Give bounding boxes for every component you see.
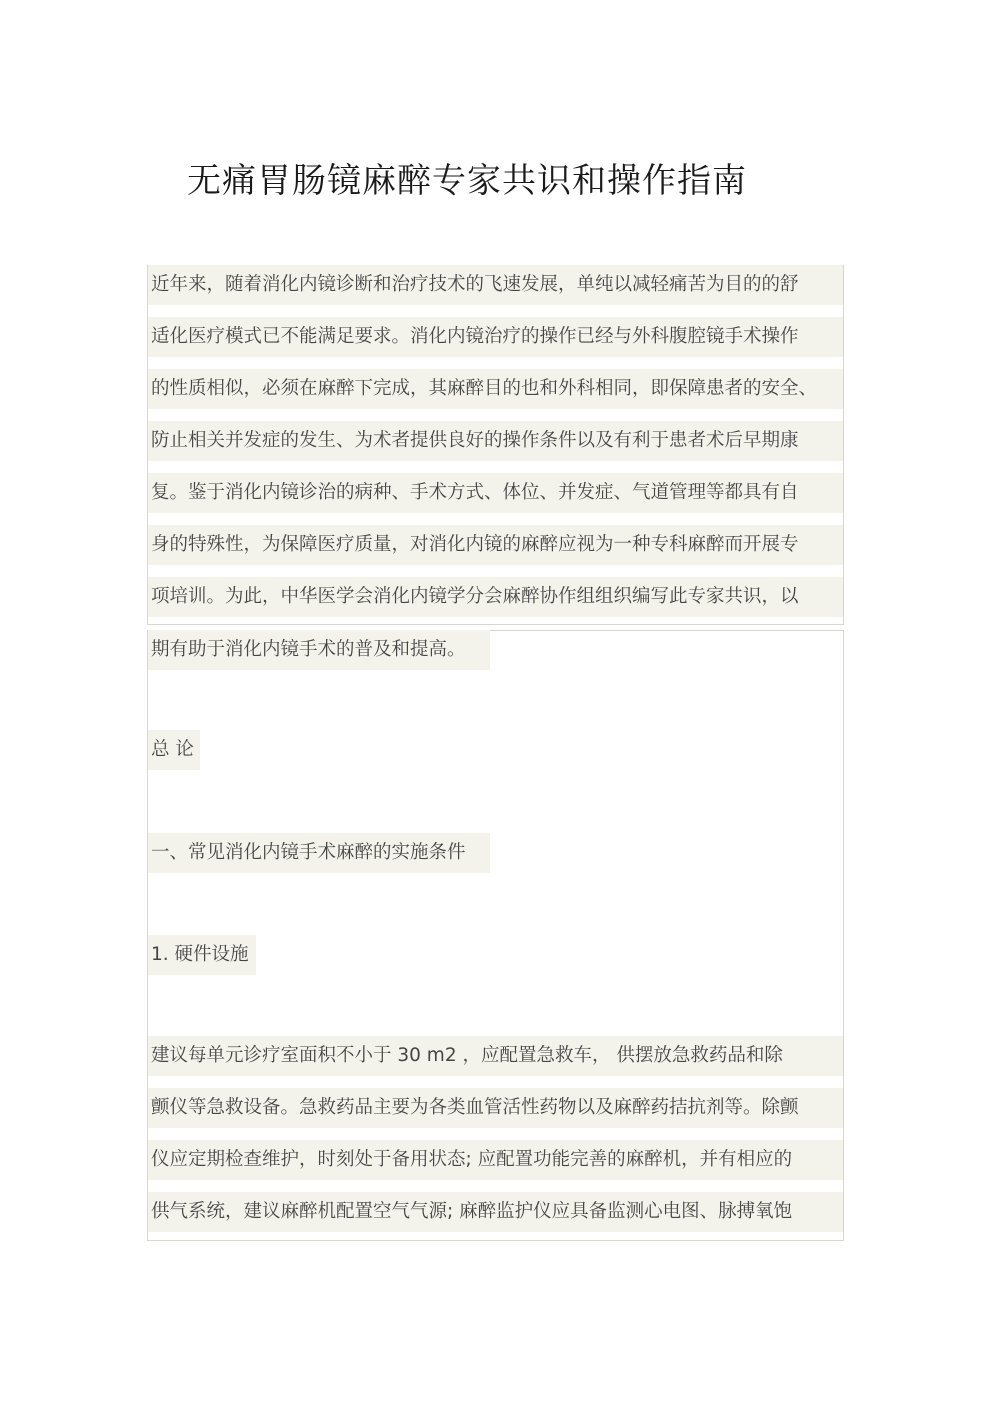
- intro-line-7: 项培训。为此，中华医学会消化内镜学分会麻醉协作组组织编写此专家共识，以: [148, 577, 843, 617]
- section-heading: 总 论: [148, 730, 200, 770]
- intro-line-8: 期有助于消化内镜手术的普及和提高。: [148, 630, 490, 670]
- body-line-1: 建议每单元诊疗室面积不小于 30 m2 ，应配置急救车， 供摆放急救药品和除: [148, 1036, 843, 1076]
- item-heading: 1. 硬件设施: [148, 935, 256, 975]
- subsection-heading: 一、常见消化内镜手术麻醉的实施条件: [148, 833, 490, 873]
- intro-line-6: 身的特殊性，为保障医疗质量，对消化内镜的麻醉应视为一种专科麻醉而开展专: [148, 525, 843, 565]
- intro-line-4: 防止相关并发症的发生、为术者提供良好的操作条件以及有利于患者术后早期康: [148, 421, 843, 461]
- intro-line-5: 复。鉴于消化内镜诊治的病种、手术方式、体位、并发症、气道管理等都具有自: [148, 473, 843, 513]
- body-line-3: 仪应定期检查维护，时刻处于备用状态; 应配置功能完善的麻醉机，并有相应的: [148, 1140, 843, 1180]
- body-line-2: 颤仪等急救设备。急救药品主要为各类血管活性药物以及麻醉药拮抗剂等。除颤: [148, 1088, 843, 1128]
- document-title: 无痛胃肠镜麻醉专家共识和操作指南: [187, 161, 747, 201]
- intro-line-3: 的性质相似，必须在麻醉下完成，其麻醉目的也和外科相同，即保障患者的安全、: [148, 369, 843, 409]
- intro-line-1: 近年来，随着消化内镜诊断和治疗技术的飞速发展，单纯以减轻痛苦为目的的舒: [148, 265, 843, 305]
- body-line-4: 供气系统，建议麻醉机配置空气气源; 麻醉监护仪应具备监测心电图、脉搏氧饱: [148, 1192, 843, 1232]
- intro-line-2: 适化医疗模式已不能满足要求。消化内镜治疗的操作已经与外科腹腔镜手术操作: [148, 317, 843, 357]
